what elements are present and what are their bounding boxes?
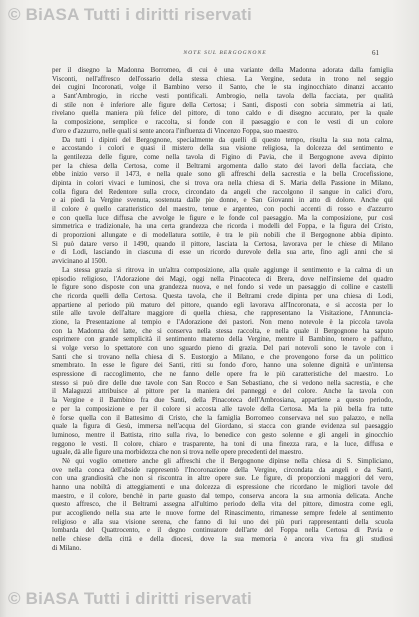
text-line: hanno una nobiltà di atteggiamenti e una dolcezza di espressione che ricordano le migliori tavole del xyxy=(52,483,393,491)
text-line: maestro, e il colore, benchè in parte guasto dal tempo, conserva ancora la sua armonia delicata. Anche xyxy=(52,491,393,500)
text-line: è forse quella con il Battesimo di Cristo, che la famiglia Borromeo conservava nel suo palazzo, e nella xyxy=(52,413,393,422)
text-line: e accostando i colori e quasi il mistero della sua visione religiosa, la dolcezza del sentimento e xyxy=(52,144,393,153)
text-line: la Vergine e il Bambino fra due Santi, della Pinacoteca dell'Ambrosiana, appartiene a questo periodo, xyxy=(52,396,393,405)
text-line: dei cugini Incoronati, volge il Bambino verso il Santo, che le sta inginocchiato dinanzi accanto xyxy=(52,83,393,92)
text-line: zione, la Presentazione al tempio e l'Adorazione dei pastori. Non meno notevole è la piccola tavola xyxy=(52,317,393,326)
text-line: avvicinano al 1500. xyxy=(52,257,108,266)
text-line: per il disegno la Madonna Borromeo, di cui è una variante della Madonna adorata dalla famiglia xyxy=(52,66,393,74)
text-line: uguale, dà alle figure una morbidezza che non si trova nelle opere precedenti del maestro. xyxy=(52,448,304,457)
text-line: di proporzioni allungate e di modellatura sottile, è tra le più nobili che il Bergognone abbia dipinto. xyxy=(52,231,393,240)
text-line: esprimere con grande semplicità il sentimento materno della Vergine, mentre il Bambino, tenero e paffuto, xyxy=(52,335,393,344)
text-line: ove nella conca dell'abside rappresentò l'Incoronazione della Vergine, circondata da angeli e da Santi, xyxy=(52,465,393,474)
watermark-top: © BiASA Tutti i diritti riservati xyxy=(8,5,252,24)
text-line: la composizione, semplice e raccolta, si fonde con il paesaggio e con le vesti di un colore xyxy=(52,118,393,127)
text-line: con una grandiosità che non si riscontra in altre opere sue. Le figure, di proporzioni maggiori del vero, xyxy=(52,474,393,483)
body-text xyxy=(52,66,393,553)
paragraph xyxy=(52,457,393,553)
text-line: Visconti, nell'affresco dell'ossario della stessa chiesa. La Vergine, seduta in trono nel seggio xyxy=(52,74,393,83)
text-line: colla figura del Redentore sulla croce, circondato da angeli che raccolgono il sangue in calici d'oro, xyxy=(52,187,393,196)
watermark-bottom: © BiASA Tutti i diritti riservati xyxy=(8,589,252,608)
text-line: d'oro e d'azzurro, nelle quali si sente ancora l'influenza di Vincenzo Foppa, suo maestro. xyxy=(52,126,299,135)
text-line: le figure sono disposte con una grandezza nuova, e nel fondo si vede un paesaggio di colline e castelli xyxy=(52,283,393,292)
text-line: Si può datare verso il 1490, quando il pittore, lasciata la Certosa, lavorava per le chiese di Milano xyxy=(52,239,393,248)
text-line: di stile non è inferiore alle figure della Certosa; i Santi, disposti con sobria simmetria ai lati, xyxy=(52,100,393,109)
paragraph xyxy=(52,136,393,266)
text-line: per la chiesa della Certosa, come il Beltrami argomenta dallo stato dei lavori della facciata, che xyxy=(52,161,393,170)
text-line: quale la figura di Gesù, immersa nell'acqua del Giordano, si stacca con grande evidenza sul paesaggio xyxy=(52,422,393,431)
text-line: e ai piedi la Vergine svenuta, sostenuta dalle pie donne, e San Giovanni in atto di dolore. Anche qui xyxy=(52,196,393,205)
paragraph xyxy=(52,66,393,136)
text-line: nelle chiese della città e della diocesi, dove la sua memoria è ancora viva fra gli studiosi xyxy=(52,535,393,544)
text-line: luminoso, mentre il Battista, ritto sulla riva, lo benedice con gesto solenne e gli angeli in ginocchio xyxy=(52,430,393,439)
text-line: a Sant'Ambrogio, in ricche vesti pontificali. Ambrogio, nella tavola della facciata, per qualità xyxy=(52,92,393,101)
text-line: ebbe inizio verso il 1473, e nella quale sono gli affreschi della sacrestia e la bella Crocefissione, xyxy=(52,170,393,179)
text-line: smembrato. In esse le figure dei Santi, ritti su fondo d'oro, hanno una solenne dignità e un'intensa xyxy=(52,361,393,370)
text-line: appartiene al periodo più maturo del pittore, quando egli lavorava all'Incoronata, e si accosta per lo xyxy=(52,300,393,309)
text-line: stesso si può dire delle due tavole con San Rocco e San Sebastiano, che si vedono nella sacrestia, e che xyxy=(52,378,393,387)
text-line: rivelano quella maniera più felice del pittore, di tono caldo e di disegno accurato, per la quale xyxy=(52,109,393,118)
text-line: pur accogliendo nella sua arte le nuove forme del Rinascimento, rimanesse sempre fedele al sentimento xyxy=(52,509,393,518)
text-line: il colore è quello caratteristico del maestro, tenue e argenteo, con pochi accenti di rosso e d'azzurro xyxy=(52,205,393,213)
text-line: Nè qui voglio omettere anche gli affreschi che il Bergognone dipinse nella chiesa di S. Simpliciano, xyxy=(62,456,393,465)
text-line: di Milano. xyxy=(52,543,82,552)
text-line: La stessa grazia si ritrova in un'altra composizione, alla quale aggiunge il sentimento e la calma di un xyxy=(62,265,393,274)
text-line: Da tutti i dipinti del Bergognone, specialmente da quelli di questo tempo, risulta la sua nota calma, xyxy=(62,135,393,144)
text-line: che ricorda quelli della Certosa. Questa tavola, che il Beltrami crede dipinta per una chiesa di Lodi, xyxy=(52,291,393,300)
text-line: espressione di raccoglimento, che ne fanno delle opere fra le più caratteristiche del maestro. Lo xyxy=(52,370,393,379)
text-line: il Malaguzzi attribuisce al pittore per la maniera dei panneggi e del colore. Anche la tavola con xyxy=(52,387,393,396)
text-line: reggono le vesti. Il colore, chiaro e trasparente, ha toni di una finezza rara, e la luce, diffusa e xyxy=(52,439,393,448)
text-line: religioso e alla sua visione serena, che fanno di lui uno dei più puri rappresentanti della scuola xyxy=(52,517,393,526)
text-line: la gentilezza delle figure, come nella tavola di Figino di Pavia, che il Bergognone aveva dipinto xyxy=(52,152,393,161)
text-line: simmetrica e tradizionale, ha una certa grandezza che ricorda i modelli del Foppa, e la figura del Cristo, xyxy=(52,222,393,231)
running-title: NOTE SUL BERGOGNONE xyxy=(183,50,267,56)
text-line: Santi che si trovano nella chiesa di S. Eustorgio a Milano, e che provengono forse da un polittico xyxy=(52,352,393,361)
text-line: dipinta in colori vivaci e luminosi, che si trova ora nella chiesa di S. Maria della Passione in Milano, xyxy=(52,178,393,187)
page-number: 61 xyxy=(372,49,379,57)
text-line: si volge verso lo spettatore con uno sguardo pieno di grazia. Del pari notevoli sono le tavole con i xyxy=(52,344,393,352)
text-line: con la Madonna del latte, che si conserva nella stessa raccolta, e nella quale il Bergognone ha saputo xyxy=(52,326,393,335)
text-line: e con quella luce diffusa che avvolge le figure e le fonde col paesaggio. Ma la composizione, pur così xyxy=(52,213,393,222)
text-line: questo affresco, che il Beltrami assegna all'ultimo periodo della vita del pittore, dimostra come egli, xyxy=(52,500,393,509)
text-line: e di Lodi, lasciando in ciascuna di esse un ricordo durevole della sua arte, fino agli anni che si xyxy=(52,248,393,257)
paragraph xyxy=(52,266,393,457)
text-line: e per la composizione e per il colore si accosta alle tavole della Certosa. Ma la più bella fra tutte xyxy=(52,404,393,413)
text-line: stile alle tavole dell'altare maggiore di quella chiesa, che rappresentano la Visitazione, l'Annuncia- xyxy=(52,309,393,318)
text-line: episodio religioso, l'Adorazione dei Magi, oggi nella Pinacoteca di Brera, dove nell'insieme del quadro xyxy=(52,274,393,283)
text-line: lombarda del Quattrocento, e il degno continuatore dell'arte del Foppa nella Certosa di Pavia e xyxy=(52,526,393,535)
